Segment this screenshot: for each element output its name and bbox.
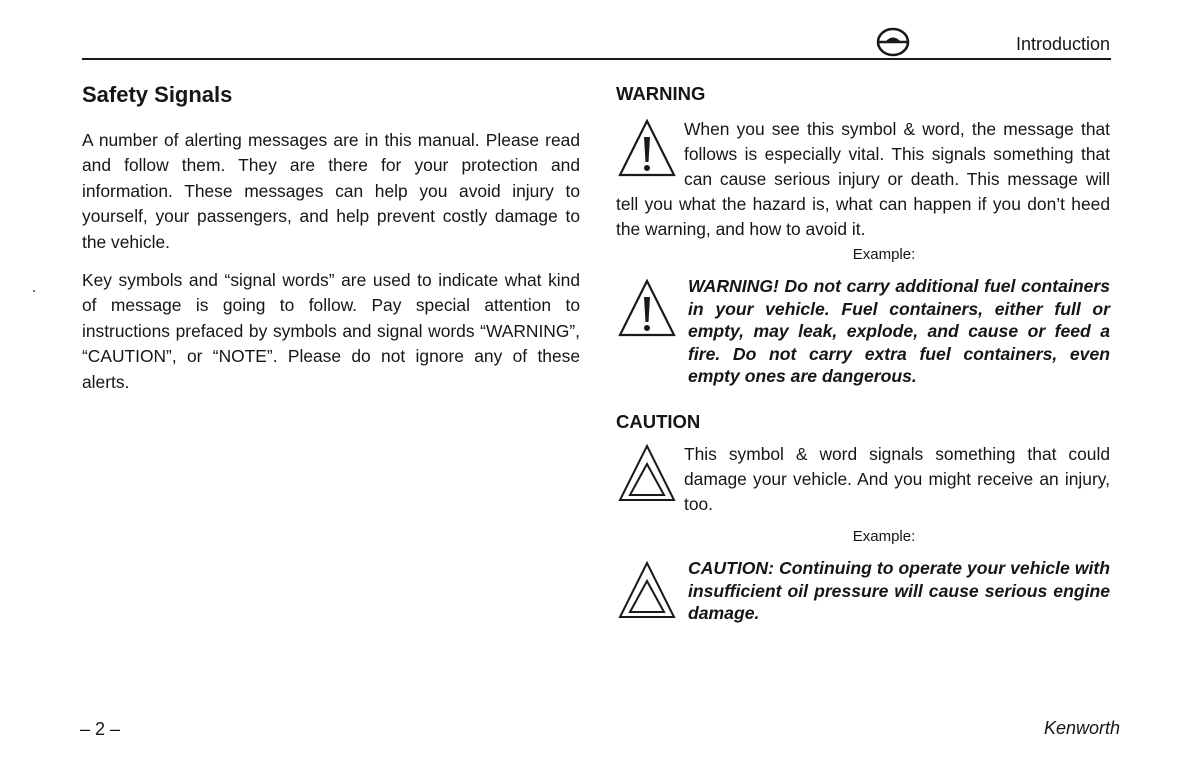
warning-example — [616, 275, 1110, 388]
page-heading: Safety Signals — [82, 82, 233, 107]
steering-wheel-icon — [876, 27, 910, 57]
intro-paragraph-1: A number of alerting messages are in this manual. Please read and follow them. They are there for your protection and information. These messages can help you avoid injury to yourself, your passengers, and help prevent costly damage to the vehicle. — [82, 130, 580, 252]
intro-paragraph-2: Key symbols and “signal words” are used to indicate what kind of message is going to follow. Pay special attention to instructions prefaced by symbols and signal words “WARNING”, “CAUTION”, or “NOTE”. Please do not ignore any of these alerts. — [82, 270, 580, 392]
page-number: – 2 – — [80, 719, 121, 739]
caution-double-triangle-icon — [614, 559, 676, 621]
caution-example-text: CAUTION: Continuing to operate your vehicle with insufficient oil pressure will cause serious engine damage. — [688, 557, 1110, 624]
caution-example-label: Example: — [852, 527, 916, 545]
warning-exclamation-triangle-icon — [614, 117, 676, 179]
caution-example — [616, 557, 1110, 626]
stray-mark — [33, 290, 35, 292]
warning-example-text: WARNING! Do not carry additional fuel containers in your vehicle. Fuel containers, either full or empty, may leak, explode, and cause or feed a fire. Do not carry extra fuel containers, even empty ones are dangerous. — [688, 276, 1110, 387]
warning-description-block — [616, 117, 1110, 242]
right-column — [616, 82, 1110, 626]
warning-example-label: Example: — [852, 246, 916, 263]
footer-brand: Kenworth — [1043, 718, 1120, 738]
caution-double-triangle-icon — [614, 442, 676, 504]
warning-exclamation-triangle-icon — [614, 277, 676, 339]
caution-description: This symbol & word signals something that could damage your vehicle. And you might receive an injury, too. — [684, 443, 1110, 514]
warning-title: WARNING — [616, 83, 706, 104]
header-section-title: Introduction — [1015, 34, 1110, 54]
caution-title: CAUTION — [616, 410, 701, 432]
warning-description: When you see this symbol & word, the message that follows is especially vital. This signals something that can cause serious injury or death. This message will tell you what the hazard is, what can happen if you don’t heed the warning, and how to avoid it. — [616, 119, 1110, 239]
header-rule — [82, 58, 1111, 60]
left-column — [82, 80, 580, 395]
caution-description-block — [616, 442, 1110, 517]
